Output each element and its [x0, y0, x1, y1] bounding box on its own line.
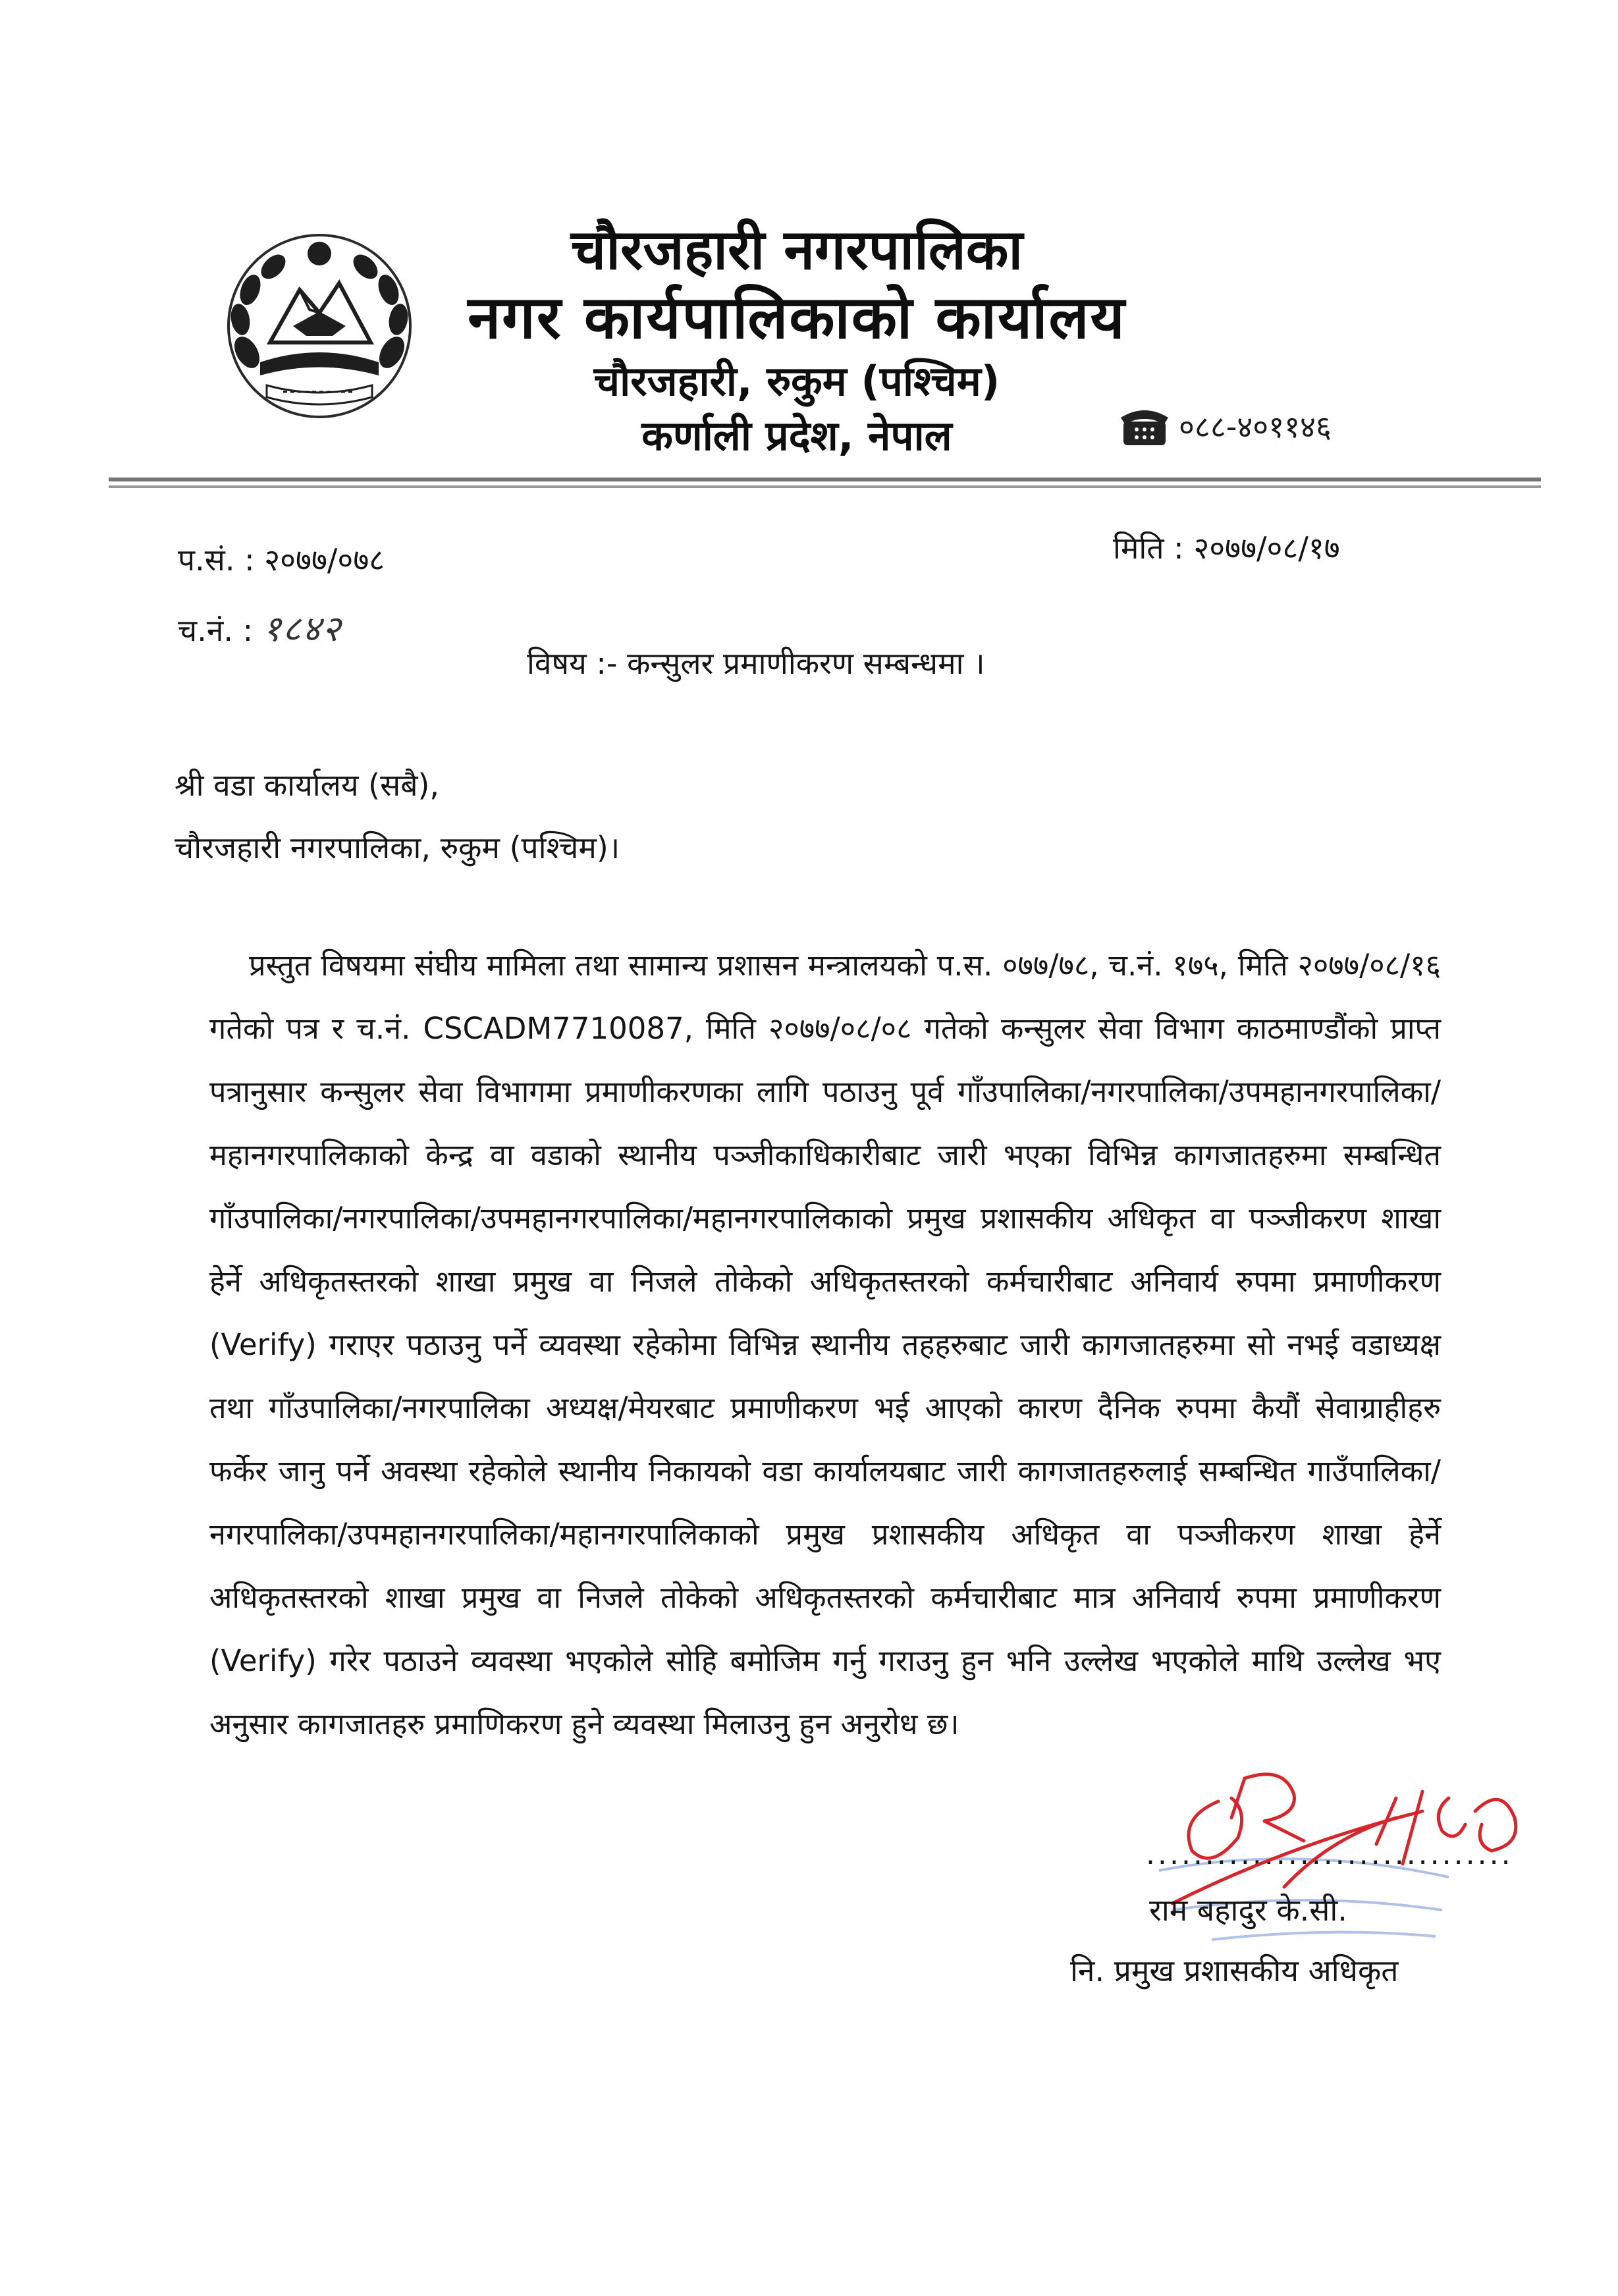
letter-body: प्रस्तुत विषयमा संघीय मामिला तथा सामान्य प्रशासन मन्त्रालयको प.स. ०७७/७८, च.नं. १७५, मिति २०७७/०८/१६ गतेको पत्र र च.नं. CSCADM7710087, मिति २०७७/०८/०८ गतेको कन्सुलर सेवा विभाग काठमाण्डौंको प्राप्त पत्रानुसार कन्सुलर सेवा विभागमा प्रमाणीकरणका लागि पठाउनु पूर्व गाँउपालिका/नगरपालिका/उपमहानगरपालिका/महानगरपालिकाको केन्द्र वा वडाको स्थानीय पञ्जीकाधिकारीबाट जारी भएका विभिन्न कागजातहरुमा सम्बन्धित गाँउपालिका/नगरपालिका/उपमहानगरपालिका/महानगरपालिकाको प्रमुख प्रशासकीय अधिकृत वा पञ्जीकरण शाखा हेर्ने अधिकृतस्तरको शाखा प्रमुख वा निजले तोकेको अधिकृतस्तरको कर्मचारीबाट अनिवार्य रुपमा प्रमाणीकरण (Verify) गराएर पठाउनु पर्ने व्यवस्था रहेकोमा विभिन्न स्थानीय तहहरुबाट जारी कागजातहरुमा सो नभई वडाध्यक्ष तथा गाँउपालिका/नगरपालिका अध्यक्ष/मेयरबाट प्रमाणीकरण भई आएको कारण दैनिक रुपमा कैयौं सेवाग्राहीहरु फर्केर जानु पर्ने अवस्था रहेकोले स्थानीय निकायको वडा कार्यालयबाट जारी कागजातहरुलाई सम्बन्धित गाउँपालिका/नगरपालिका/उपमहानगरपालिका/महानगरपालिकाको प्रमुख प्रशासकीय अधिकृत वा पञ्जीकरण शाखा हेर्ने अधिकृतस्तरको शाखा प्रमुख वा निजले तोकेको अधिकृतस्तरको कर्मचारीबाट मात्र अनिवार्य रुपमा प्रमाणीकरण (Verify) गरेर पठाउने व्यवस्था भएकोले सोहि बमोजिम गर्नु गराउनु हुन भनि उल्लेख भएकोले माथि उल्लेख भए अनुसार कागजातहरु प्रमाणिकरण हुने व्यवस्था मिलाउनु हुन अनुरोध छ।: [209, 948, 1441, 1741]
phone-number: ०८८-४०११४६: [1179, 409, 1332, 445]
letter-subject: विषय :- कन्सुलर प्रमाणीकरण सम्बन्धमा ।: [527, 645, 985, 681]
dispatch-number: [178, 603, 342, 651]
office-name: नगर कार्यपालिकाको कार्यालय: [468, 283, 1126, 352]
signature-line: ...............................: [1146, 1838, 1513, 1871]
phone-contact: [1118, 403, 1332, 449]
office-province: कर्णाली प्रदेश, नेपाल: [641, 412, 952, 460]
cn-label: च.नं. :: [178, 613, 254, 648]
addressee-line-2: चौरजहारी नगरपालिका, रुकुम (पश्चिम)।: [175, 830, 620, 865]
municipality-name: चौरजहारी नगरपालिका: [570, 217, 1023, 282]
header-divider: [109, 478, 1541, 481]
ps-value: २०७७/०७८: [264, 542, 385, 578]
telephone-icon: [1118, 403, 1171, 449]
nepal-emblem-icon: [221, 227, 418, 425]
signatory-designation: नि. प्रमुख प्रशासकीय अधिकृत: [1070, 1953, 1399, 1988]
header-divider-secondary: [109, 485, 1541, 488]
cn-value: १८४२: [262, 608, 342, 649]
date-label: मिति :: [1113, 530, 1184, 566]
date-value: २०७७/०८/१७: [1193, 530, 1340, 566]
office-location: चौरजहारी, रुकुम (पश्चिम): [593, 357, 1000, 405]
ps-label: प.सं. :: [178, 542, 255, 578]
signatory-name: राम बहादुर के.सी.: [1149, 1892, 1347, 1928]
letter-date: [1113, 527, 1340, 568]
addressee-line-1: श्री वडा कार्यालय (सबै),: [175, 767, 440, 803]
letter-reference: [178, 539, 385, 580]
